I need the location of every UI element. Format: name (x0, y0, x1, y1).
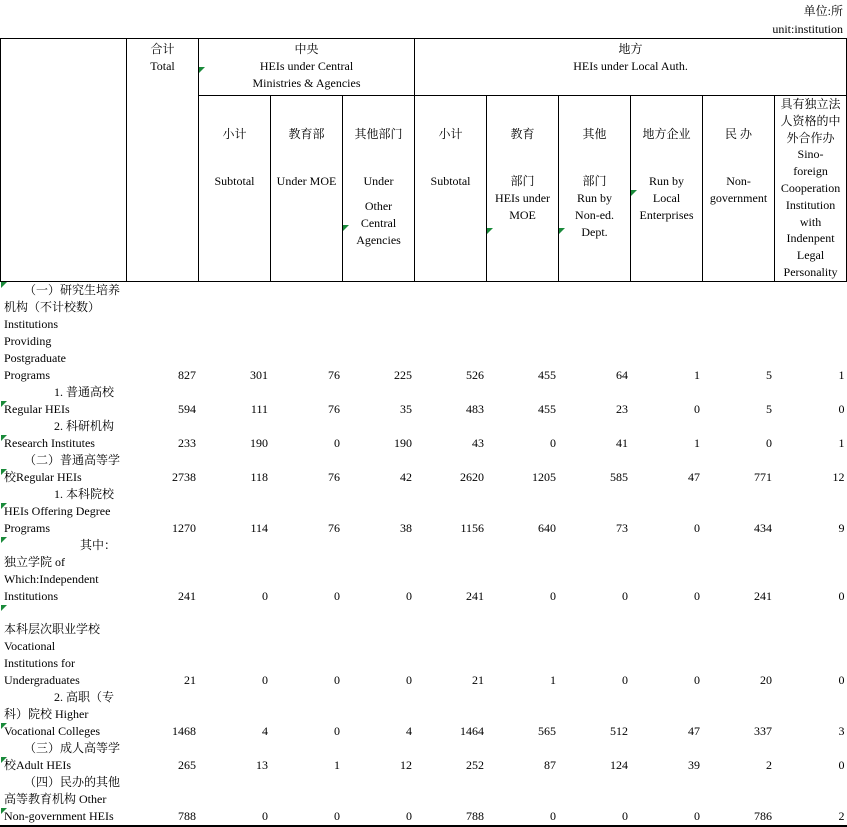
cell: 0 (550, 588, 557, 603)
header-local (415, 39, 847, 96)
header-local-sino-foreign (775, 96, 847, 282)
header-local-en: HEIs under Local Auth. (573, 59, 688, 73)
cell: 20 (760, 672, 773, 687)
cell: 5 (766, 401, 773, 416)
header-central-other-en4: Agencies (356, 233, 401, 247)
header-total-zh: 合计 (150, 42, 175, 56)
cell: 4 (406, 723, 413, 738)
cell: 1 (838, 367, 845, 382)
header-central-moe (271, 96, 343, 282)
cell: 301 (250, 367, 268, 382)
header-local-other-zh2: 部门 (582, 174, 607, 188)
header-central-moe-zh: 教育部 (288, 127, 325, 141)
header-local-other-en3: Dept. (581, 225, 608, 239)
cell: 265 (178, 757, 196, 772)
cell: 87 (544, 757, 557, 772)
cell: 1 (838, 435, 845, 450)
row-label: （一）研究生培养 机构（不计校数） Institutions Providing Postgraduate Programs (1, 281, 127, 384)
row-label: 其中： 独立学院 of Which:Independent Institutions (1, 537, 127, 605)
header-central-en2: Ministries & Agencies (252, 76, 361, 90)
cell: 434 (754, 520, 773, 535)
cell: 13 (256, 757, 268, 772)
cell: 0 (838, 401, 845, 416)
cell: 190 (250, 435, 268, 450)
header-local-other-zh1: 其他 (582, 127, 607, 141)
cell: 0 (334, 672, 340, 687)
header-total (127, 39, 199, 282)
cell: 0 (334, 588, 340, 603)
cell: 788 (415, 774, 487, 826)
header-local-subtotal (415, 96, 487, 282)
table-row (1, 605, 847, 689)
table-row (1, 537, 847, 605)
cell: 9 (838, 520, 845, 535)
cell: 0 (334, 435, 340, 450)
header-local-zh: 地方 (618, 42, 643, 56)
cell: 114 (250, 520, 268, 535)
header-central-moe-en: Under MOE (276, 174, 337, 188)
header-local-edu-en2: MOE (509, 208, 536, 222)
cell: 0 (694, 672, 701, 687)
header-sino-en6: Indenpent (786, 231, 835, 246)
cell: 76 (328, 520, 340, 535)
cell: 0 (406, 672, 413, 687)
header-central-zh: 中央 (294, 42, 319, 56)
header-central-other (343, 96, 415, 282)
cell: 0 (622, 672, 629, 687)
cell: 21 (184, 672, 196, 687)
cell: 526 (466, 367, 485, 382)
table-row (1, 689, 847, 740)
cell: 2738 (172, 469, 196, 484)
header-sino-en3: Cooperation (780, 180, 841, 195)
cell: 241 (466, 588, 485, 603)
cell: 0 (343, 774, 415, 826)
statistics-table (0, 38, 847, 827)
cell: 0 (694, 401, 701, 416)
cell: 0 (838, 672, 845, 687)
cell: 0 (631, 774, 703, 826)
header-local-ngov-en1: Non- (726, 174, 751, 188)
header-local-enterprises (631, 96, 703, 282)
cell: 12 (832, 469, 845, 484)
unit-zh: 单位:所 (803, 4, 843, 18)
header-local-edu-zh1: 教育 (510, 127, 535, 141)
cell: 76 (328, 401, 340, 416)
cell: 512 (610, 723, 629, 738)
header-local-ent-zh: 地方企业 (642, 127, 691, 141)
cell: 4 (262, 723, 268, 738)
cell: 0 (766, 435, 773, 450)
cell: 0 (406, 588, 413, 603)
cell: 455 (538, 401, 557, 416)
header-central-other-en1: Under (363, 174, 394, 188)
cell: 0 (262, 672, 268, 687)
cell: 43 (472, 435, 485, 450)
cell: 47 (688, 723, 701, 738)
cell: 483 (466, 401, 485, 416)
cell: 42 (400, 469, 413, 484)
cell: 0 (334, 723, 340, 738)
header-central-other-en2: Other (364, 199, 393, 213)
cell: 0 (622, 588, 629, 603)
cell: 252 (466, 757, 485, 772)
header-local-ngov-en2: government (709, 191, 768, 205)
header-local-edu-en1: HEIs under (495, 191, 551, 205)
cell: 2620 (460, 469, 485, 484)
header-central-subtotal-en: Subtotal (214, 174, 255, 188)
table-row (1, 740, 847, 774)
cell: 585 (610, 469, 629, 484)
header-total-en: Total (150, 59, 175, 73)
unit-en: unit:institution (772, 22, 843, 36)
cell: 1 (694, 435, 701, 450)
cell: 0 (559, 774, 631, 826)
cell: 233 (178, 435, 196, 450)
header-sino-en4: Institution (785, 197, 836, 212)
header-local-ngov-zh: 民 办 (725, 127, 753, 141)
cell: 76 (328, 367, 340, 382)
header-sino-zh2: 人资格的中 (780, 113, 841, 128)
header-local-subtotal-en: Subtotal (430, 174, 471, 188)
cell: 0 (550, 435, 557, 450)
cell: 225 (394, 367, 413, 382)
header-sino-en2: foreign (793, 164, 828, 179)
cell: 38 (400, 520, 413, 535)
cell: 73 (616, 520, 629, 535)
row-label: 1. 普通高校 Regular HEIs (1, 384, 127, 418)
table-row (1, 384, 847, 418)
cell: 41 (616, 435, 629, 450)
cell: 64 (616, 367, 629, 382)
header-sino-en8: Personality (783, 264, 838, 279)
header-local-edu (487, 96, 559, 282)
cell: 241 (178, 588, 196, 603)
cell: 76 (328, 469, 340, 484)
cell: 21 (472, 672, 485, 687)
row-label: （四）民办的其他 高等教育机构 Other Non-government HEIs (1, 774, 127, 826)
cell: 786 (703, 774, 775, 826)
cell: 1205 (532, 469, 557, 484)
cell: 2 (775, 774, 847, 826)
cell: 1270 (172, 520, 196, 535)
header-local-edu-zh2: 部门 (510, 174, 535, 188)
cell: 3 (838, 723, 845, 738)
cell: 0 (838, 757, 845, 772)
cell: 337 (754, 723, 773, 738)
table-row (1, 486, 847, 537)
cell: 47 (688, 469, 701, 484)
cell: 455 (538, 367, 557, 382)
cell: 23 (616, 401, 629, 416)
cell: 1468 (172, 723, 196, 738)
header-local-subtotal-zh: 小计 (438, 127, 463, 141)
row-label: 本科层次职业学校 Vocational Institutions for Undergraduates (1, 605, 127, 689)
header-local-other-en1: Run by (577, 191, 613, 205)
header-sino-zh3: 外合作办 (786, 130, 835, 145)
header-local-other-en2: Non-ed. (575, 208, 615, 222)
header-central-en1: HEIs under Central (259, 59, 354, 73)
cell: 124 (610, 757, 629, 772)
cell: 0 (271, 774, 343, 826)
header-local-other (559, 96, 631, 282)
cell: 2 (766, 757, 773, 772)
header-local-ent-en1: Run by (649, 174, 685, 188)
cell: 0 (694, 588, 701, 603)
cell: 0 (199, 774, 271, 826)
cell: 0 (262, 588, 268, 603)
header-central-subtotal-zh: 小计 (222, 127, 247, 141)
header-local-ent-en2: Local (652, 191, 681, 205)
header-sino-en5: with (799, 214, 822, 229)
header-central-other-en3: Central (360, 216, 397, 230)
cell: 1156 (460, 520, 485, 535)
cell: 1464 (460, 723, 485, 738)
cell: 640 (538, 520, 557, 535)
cell: 241 (754, 588, 773, 603)
table-row (1, 281, 847, 384)
header-sino-en1: Sino- (797, 147, 824, 162)
header-label-cell (1, 39, 127, 282)
header-central-other-zh: 其他部门 (354, 127, 403, 141)
cell: 1 (550, 672, 557, 687)
cell: 5 (766, 367, 773, 382)
row-label: 2. 高职（专 科）院校 Higher Vocational Colleges (1, 689, 127, 740)
table-row (1, 774, 847, 826)
cell: 827 (178, 367, 196, 382)
row-label: 2. 科研机构 Research Institutes (1, 418, 127, 452)
header-sino-en7: Legal (796, 248, 825, 263)
header-central (199, 39, 415, 96)
header-sino-zh1: 具有独立法 (780, 97, 841, 111)
cell: 190 (394, 435, 413, 450)
cell: 771 (754, 469, 773, 484)
cell: 1 (334, 757, 340, 772)
cell: 118 (250, 469, 268, 484)
cell: 565 (538, 723, 557, 738)
cell: 788 (127, 774, 199, 826)
cell: 39 (688, 757, 701, 772)
cell: 111 (250, 401, 268, 416)
cell: 35 (400, 401, 413, 416)
row-label: 1. 本科院校 HEIs Offering Degree Programs (1, 486, 127, 537)
row-label: （三）成人高等学 校Adult HEIs (1, 740, 127, 774)
cell: 12 (400, 757, 413, 772)
cell: 0 (694, 520, 701, 535)
table-row (1, 452, 847, 486)
cell: 0 (487, 774, 559, 826)
header-local-nongov (703, 96, 775, 282)
cell: 0 (838, 588, 845, 603)
cell: 594 (178, 401, 196, 416)
header-central-subtotal (199, 96, 271, 282)
cell: 1 (694, 367, 701, 382)
table-row (1, 418, 847, 452)
row-label: （二）普通高等学 校Regular HEIs (1, 452, 127, 486)
header-local-ent-en3: Enterprises (639, 208, 694, 222)
